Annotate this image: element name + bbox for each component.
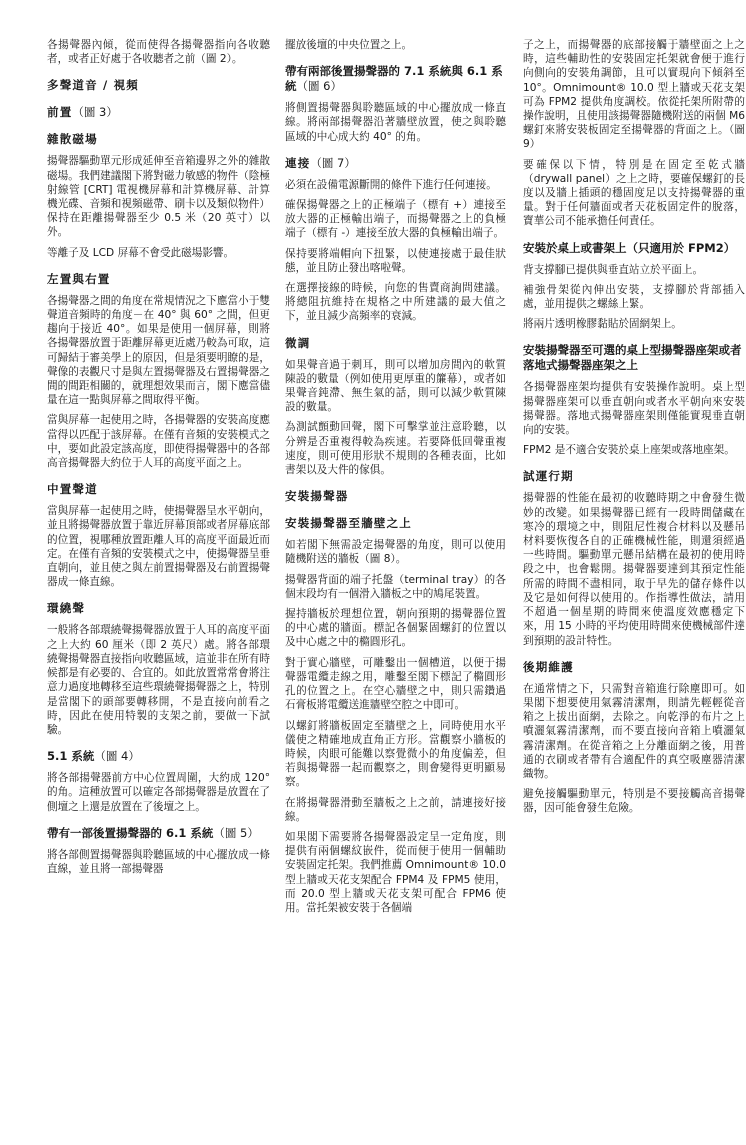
continued-paragraph: 擺放後壇的中央位置之上。 [285, 39, 413, 51]
stand-paragraph-1: 各揚聲器座架均提供有安裝操作說明。桌上型揚聲器座架可以垂直朝向或者水平朝向來安裝揚聲器。落地式揚聲器座架則僅能實現垂直朝向的安裝。 [523, 381, 745, 437]
connection-paragraph-4: 在選擇接線的時候，向您的售賣商詢問建議。將總阻抗維持在規格之中所建議的最大值之下，並且減少高頻率的衰減。 [285, 282, 506, 323]
intro-paragraph: 各揚聲器內傾，從而使得各揚聲器指向各收聽者，或者正好處于各收聽者之前（圖 2）。 [47, 39, 270, 66]
wall-paragraph-2: 揚聲器背面的端子托盤（terminal tray）的各個末段均有一個滑入牆板之中的鳩尾裝置。 [285, 573, 506, 600]
heading-stand-mount: 安裝揚聲器至可選的桌上型揚聲器座架或者落地式揚聲器座架之上 [523, 343, 742, 373]
surround-paragraph: 一般將各部環繞聲揚聲器放置于人耳的高度平面之上大約 60 厘米（即 2 英尺）處。將各部環繞聲揚聲器直接指向收聽區域，這並非在所有時候都是有必要的、合宜的。如此放置常常會將注意力過度地轉移至這些環繞聲揚聲器之上，特別是當閣下的頭部要轉移開，不是直接向前看之時，因此在使用特製的支架之前，要做一下試驗。 [47, 624, 270, 736]
safety-paragraph: 要確保以下情，特別是在固定至乾式牆（drywall panel）之上之時，要確保螺釘的長度以及牆上插頭的穩固度足以支持揚聲器的重量。對于任何牆面或者天花板固定件的脫落，寶華公司不能承擔任何責任。 [523, 158, 745, 228]
connection-paragraph-1: 必須在設備電源斷開的條件下進行任何連接。 [285, 178, 497, 191]
figure-ref: （圖 7） [310, 155, 356, 170]
tuning-paragraph-1: 如果聲音過于刺耳，則可以增加房間內的軟質陳設的數量（例如使用更厚重的簾幕），或者如果聲音鈍滯、無生氣的話，則可以減少軟質陳設的數量。 [285, 358, 506, 414]
heading-install-speakers: 安裝揚聲器 [285, 489, 349, 504]
heading-5-1-text: 5.1 系統 [47, 749, 95, 764]
column-left [47, 38, 270, 882]
wall-paragraph-5: 以螺釘將牆板固定至牆壁之上，同時使用水平儀使之精確地成直角正方形。當觀察小牆板的時候，肉眼可能難以察覺微小的角度偏差，但若與揚聲器一起而觀察之，則會變得更明顯易察。 [285, 719, 506, 789]
maintenance-paragraph-1: 在通常情之下，只需對音箱進行除塵即可。如果閣下想要使用氣霧清潔劑，則請先輕輕從音箱之上拔出面網，去除之。向乾淨的布片之上噴灑氣霧清潔劑，而不要直接向音箱上噴灑氣霧清潔劑。在從音箱之上分離面網之後，用普通的衣刷或者帶有合適配件的真空吸塵器清潔織物。 [523, 682, 745, 780]
wall-paragraph-1: 如若閣下無需設定揚聲器的角度，則可以使用隨機附送的牆板（圖 8）。 [285, 539, 506, 566]
figure-ref: （圖 6） [296, 79, 342, 94]
heading-connection [285, 156, 506, 171]
heading-left-right: 左置與右置 [47, 271, 111, 286]
seven-one-paragraph: 將側置揚聲器與聆聽區域的中心擺放成一條直線。將兩部揚聲器沿著牆壁放置，使之與聆聽區域的中心成大約 40° 的角。 [285, 102, 506, 143]
left-right-paragraph: 各揚聲器之間的角度在常規情況之下應當小于雙聲道音頻時的角度－在 40° 與 60° 之間，但更趨向于接近 40°。如果是使用一個屏幕，則將各揚聲器放置于距離屏幕更近處乃較為可取，這可歸結于審美學上的原因，但是須要明瞭的是，聲像的表觀尺寸是與左置揚聲器及右置揚聲器之間的間距相關的，就理想效果而言，閣下應當儘量在這一點與屏幕之間取得平衡。 [47, 294, 270, 407]
heading-connection-text: 連接 [285, 155, 311, 170]
magnetic-paragraph: 揚聲器驅動單元形成延伸至音箱邊界之外的雜散磁場。我們建議閣下將對磁力敏感的物件（陰極射線管 [CRT] 電視機屏幕和計算機屏幕、計算機光碟、音頻和視頻磁帶、刷卡以及類似物件）保持在距離揚聲器至少 0.5 米（20 英寸）以外。 [47, 155, 270, 239]
height-paragraph: 當與屏幕一起使用之時，各揚聲器的安裝高度應當得以匹配于該屏幕。在僅有音頻的安裝模式之中，要如此設定該高度，即使得揚聲器中的各部高音揚聲器大約位于人耳的高度平面之上。 [47, 414, 270, 470]
heading-desk-shelf: 安裝於桌上或書架上（只適用於 FPM2） [523, 240, 736, 255]
run-in-paragraph: 揚聲器的性能在最初的收聽時期之中會發生微妙的改變。如果揚聲器已經有一段時間儲藏在寒冷的環境之中，則阻尼性複合材料以及懸吊材料要恢復各自的正確機械性能，則還須經過一些時間。驅動單元懸吊結構在最初的使用時段之中，也會鬆開。揚聲器要達到其預定性能所需的時間不盡相同，取于早先的儲存條件以及它是如何得以使用的。作指導性做法，請用不超過一個星期的時間來使溫度效應穩定下來，用 15 小時的平均使用時間來使機械部件達到預期的設計特性。 [523, 492, 745, 647]
column-right [523, 38, 745, 822]
desk-paragraph-2: 補強骨架從內伸出安裝，支撐腳於背部插入處，並用提供之螺絲上緊。 [523, 283, 745, 311]
heading-multichannel: 多聲道音 / 視頻 [47, 78, 140, 93]
figure-ref: （圖 4） [94, 749, 140, 764]
desk-paragraph-1: 背支撐腳已提供與垂直站立於平面上。 [523, 263, 704, 276]
heading-surround: 環繞聲 [47, 601, 86, 616]
heading-7-1-text: 帶有兩部後置揚聲器的 7.1 系統與 6.1 系統 [285, 64, 503, 94]
wall-paragraph-3: 握持牆板於理想位置，朝向預期的揚聲器位置的中心處的牆面。標記各個緊固螺釘的位置以及中心處之中的橢圓形孔。 [285, 608, 506, 649]
column-middle [285, 38, 506, 921]
maintenance-paragraph-2: 避免接觸驅動單元，特別是不要接觸高音揚聲器，因可能會發生危險。 [523, 788, 745, 815]
lcd-paragraph: 等離子及 LCD 屏幕不會受此磁場影響。 [47, 246, 235, 259]
connection-paragraph-2: 確保揚聲器之上的正極端子（標有 +）連接至放大器的正極輸出端子，而揚聲器之上的負極端子（標有 -）連接至放大器的負極輸出端子。 [285, 199, 506, 240]
heading-5-1 [47, 749, 270, 764]
heading-maintenance: 後期維護 [523, 659, 574, 674]
wall-paragraph-6: 在將揚聲器滑動至牆板之上之前，請連接好接線。 [285, 796, 506, 823]
heading-front [47, 105, 270, 120]
heading-wall-mount: 安裝揚聲器至牆壁之上 [285, 516, 412, 531]
heading-6-1-text: 帶有一部後置揚聲器的 6.1 系統 [47, 825, 214, 840]
heading-6-1 [47, 826, 270, 841]
figure-ref: （圖 3） [72, 105, 118, 120]
center-paragraph: 當與屏幕一起使用之時，使揚聲器呈水平朝向，並且將揚聲器放置于靠近屏幕頂部或者屏幕底部的位置，視哪種放置距離人耳的高度平面最近而定。在僅有音頻的安裝模式之中，使揚聲器呈垂直朝向，並且使之與左前置揚聲器及右前置揚聲器成一條直線。 [47, 505, 270, 589]
stand-paragraph-2: FPM2 是不適合安裝於桌上座架或落地座架。 [523, 444, 735, 457]
figure-ref: （圖 5） [213, 825, 259, 840]
wall-paragraph-4: 對于實心牆壁，可雕鑿出一個槽道，以便于揚聲器電纜走線之用，雕鑿至閣下標記了橢圓形孔的位置之上。在空心牆壁之中，則只需鑽過石膏板將電纜送進牆壁空腔之中即可。 [285, 656, 506, 712]
heading-fine-tuning: 微調 [285, 335, 311, 350]
bracket-paragraph: 子之上，而揚聲器的底部接觸于牆壁面之上之時，這些輔助性的安裝固定托架就會便于進行向側向的安裝角調節，且可以實現向下傾斜至 10°。Omnimount® 10.0 型上牆或天花支架可為 FPM2 提供角度調校。依從托架所附帶的操作說明，且使用該揚聲器隨機附送的兩個 M6 螺釘來將安裝板固定至揚聲器的背面之上。（圖 9） [523, 39, 745, 151]
heading-7-1 [285, 64, 506, 94]
heading-center: 中置聲道 [47, 482, 98, 497]
heading-front-text: 前置 [47, 105, 73, 120]
six-one-paragraph: 將各部側置揚聲器與聆聽區域的中心擺放成一條直線，並且將一部揚聲器 [47, 848, 270, 875]
wall-paragraph-7: 如果閣下需要將各揚聲器設定呈一定角度，則提供有兩個螺紋嵌件，從而便于使用一個輔助安裝固定托架。我們推薦 Omnimount® 10.0 型上牆或天花支架配合 FPM4 及 FPM5 使用，而 20.0 型上牆或天花支架可配合 FPM6 使用。當托架被安裝于各個端 [285, 830, 506, 914]
tuning-paragraph-2: 為測試顫動回聲，閣下可擊掌並注意聆聽，以分辨是否重複得較為疾速。若要降低回聲重複速度，則可使用形狀不規則的各種表面，比如書架以及大件的傢俱。 [285, 421, 506, 477]
heading-stray-magnetic: 雜散磁場 [47, 132, 98, 147]
connection-paragraph-3: 保持要將端帽向下扭緊，以使連接處于最佳狀態，並且防止發出喀啦聲。 [285, 247, 506, 274]
five-one-paragraph: 將各部揚聲器前方中心位置周圍，大約成 120° 的角。這種放置可以確定各部揚聲器是放置在了側壇之上還是放置在了後壇之上。 [47, 772, 270, 813]
heading-run-in: 試運行期 [523, 469, 574, 484]
desk-paragraph-3: 將兩片透明橡膠黏貼於固網架上。 [523, 318, 682, 331]
